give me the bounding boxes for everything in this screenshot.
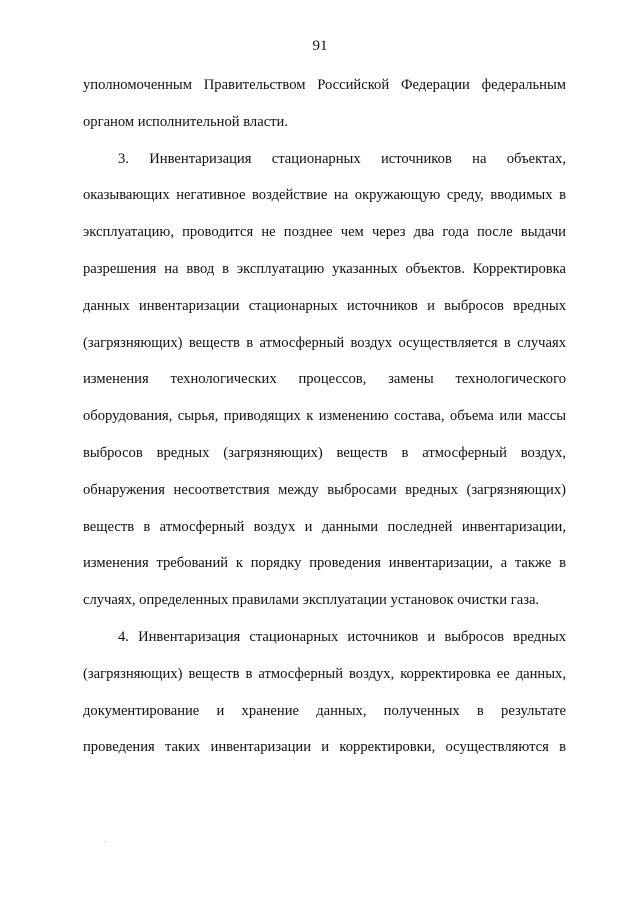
text-line: документирование и хранение данных, полученных в результате: [83, 703, 566, 719]
text-line: обнаружения несоответствия между выбросами вредных (загрязняющих): [83, 482, 566, 498]
text-line: (загрязняющих) веществ в атмосферный воздух, корректировка ее данных,: [83, 666, 566, 682]
text-line: случаях, определенных правилами эксплуатации установок очистки газа.: [83, 592, 540, 608]
text-line: изменения требований к порядку проведения инвентаризации, а также в: [83, 555, 566, 571]
paragraph-3-first-line: 3. Инвентаризация стационарных источников на объектах,: [118, 151, 566, 167]
text-line: проведения таких инвентаризации и корректировки, осуществляются в: [83, 739, 566, 755]
text-line: изменения технологических процессов, замены технологического: [83, 371, 566, 387]
text-line: веществ в атмосферный воздух и данными последней инвентаризации,: [83, 519, 566, 535]
text-line: (загрязняющих) веществ в атмосферный воздух осуществляется в случаях: [83, 335, 566, 351]
page-number: 91: [312, 38, 328, 54]
text-line: органом исполнительной власти.: [83, 114, 289, 130]
text-line: разрешения на ввод в эксплуатацию указанных объектов. Корректировка: [83, 261, 566, 277]
paragraph-4-first-line: 4. Инвентаризация стационарных источников и выбросов вредных: [118, 629, 566, 645]
scan-speck: [104, 841, 105, 842]
text-line: эксплуатацию, проводится не позднее чем через два года после выдачи: [83, 224, 566, 240]
text-line: выбросов вредных (загрязняющих) веществ в атмосферный воздух,: [83, 445, 566, 461]
text-line: данных инвентаризации стационарных источников и выбросов вредных: [83, 298, 566, 314]
text-line: оказывающих негативное воздействие на окружающую среду, вводимых в: [83, 187, 566, 203]
text-line: оборудования, сырья, приводящих к изменению состава, объема или массы: [83, 408, 566, 424]
text-line: уполномоченным Правительством Российской Федерации федеральным: [83, 77, 566, 93]
